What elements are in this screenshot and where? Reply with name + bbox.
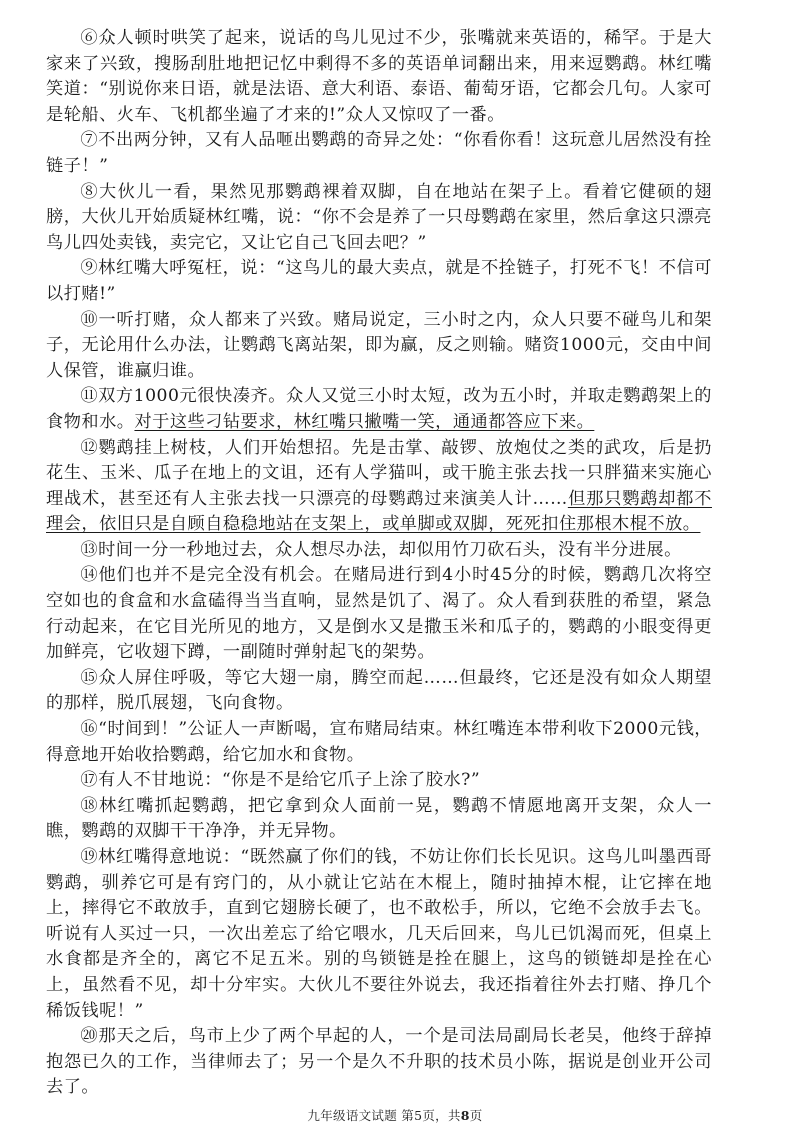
paragraph [46,538,712,564]
paragraph [46,563,712,665]
paragraph-text: ⑩一听打赌，众人都来了兴致。赌局说定，三小时之内，众人只要不碰鸟儿和架子，无论用什么办法，让鹦鹉飞离站架，即为赢，反之则输。赌资1000元，交由中间人保管，谁赢归谁。 [46,309,712,381]
paragraph-text: ⑬时间一分一秒地过去，众人想尽办法，却似用竹刀砍石头，没有半分进展。 [80,539,682,560]
paragraph [46,794,712,845]
page-footer [0,1106,790,1124]
passage-body [46,26,712,1101]
paragraph [46,128,712,179]
paragraph [46,308,712,385]
paragraph [46,768,712,794]
paragraph [46,26,712,128]
paragraph [46,256,712,307]
paragraph [46,845,712,1024]
paragraph [46,1024,712,1101]
paragraph-text: ⑪双方1000元很快凑齐。众人又觉三小时太短，改为五小时，并取走鹦鹉架上的食物和水。 [46,386,712,432]
footer-prefix: 九年级语文试题 第5页，共 [307,1108,461,1123]
paragraph [46,436,712,538]
paragraph-text: ⑭他们也并不是完全没有机会。在赌局进行到4小时45分的时候，鹦鹉几次将空空如也的食盒和水盒磕得当当直响，显然是饥了、渴了。众人看到获胜的希望，紧急行动起来，在它目光所见的地方，又是倒水又是撒玉米和瓜子的，鹦鹉的小眼变得更加鲜亮，它收翅下蹲，一副随时弹射起飞的架势。 [46,565,712,663]
paragraph-text: ⑦不出两分钟，又有人品咂出鹦鹉的奇异之处：“你看你看！这玩意儿居然没有拴链子！” [46,130,712,176]
paragraph-text: ⑯“时间到！”公证人一声断喝，宣布赌局结束。林红嘴连本带利收下2000元钱，得意地开始收拾鹦鹉，给它加水和食物。 [46,719,712,765]
paragraph-text: ⑳那天之后，鸟市上少了两个早起的人，一个是司法局副局长老吴，他终于辞掉抱怨已久的工作，当律师去了；另一个是久不升职的技术员小陈，据说是创业开公司去了。 [46,1026,712,1098]
paragraph-text: ⑨林红嘴大呼冤枉，说：“这鸟儿的最大卖点，就是不拴链子，打死不飞！不信可以打赌!” [46,258,712,304]
paragraph [46,180,712,257]
paragraph-text: ⑧大伙儿一看，果然见那鹦鹉裸着双脚，自在地站在架子上。看着它健硕的翅膀，大伙儿开始质疑林红嘴，说：“你不会是养了一只母鹦鹉在家里，然后拿这只漂亮鸟儿四处卖钱，卖完它，又让它自己飞回去吧？” [46,181,712,253]
underlined-sentence: 但那只鹦鹉却都不理会，依旧只是自顾自稳稳地站在支架上，或单脚或双脚，死死扣住那根木棍不放。 [46,488,712,535]
paragraph-text: ⑱林红嘴抓起鹦鹉，把它拿到众人面前一晃，鹦鹉不情愿地离开支架，众人一瞧，鹦鹉的双脚干干净净，并无异物。 [46,795,712,842]
paragraph-text: ⑥众人顿时哄笑了起来，说话的鸟儿见过不少，张嘴就来英语的，稀罕。于是大家来了兴致，搜肠刮肚地把记忆中剩得不多的英语单词翻出来，用来逗鹦鹉。林红嘴笑道：“别说你来日语，就是法语、意大利语、泰语、葡萄牙语，它都会几句。人家可是轮船、火车、飞机都坐遍了才来的!”众人又惊叹了一番。 [46,28,712,125]
paragraph [46,666,712,717]
paragraph-text: ⑰有人不甘地说：“你是不是给它爪子上涂了胶水?” [80,770,481,791]
paragraph [46,384,712,435]
paragraph-text: ⑲林红嘴得意地说：“既然赢了你们的钱，不妨让你们长长见识。这鸟儿叫墨西哥鹦鹉，驯养它可是有窍门的，从小就让它站在木棍上，随时抽掉木棍，让它摔在地上，摔得它不敢放手，直到它翅膀长硬了，也不敢松手，所以，它绝不会放手去飞。听说有人买过一只，一次出差忘了给它喂水，几天后回来，鸟儿已饥渴而死，但桌上水食都是齐全的，离它不足五米。别的鸟锁链是拴在腿上，这鸟的锁链却是拴在心上，虽然看不见，却十分牢实。大伙儿不要往外说去，我还指着往外去打赌、挣几个稀饭钱呢！” [46,847,712,1021]
underlined-sentence: 对于这些刁钻要求，林红嘴只撇嘴一笑，通通都答应下来。 [134,411,595,432]
paragraph-text: ⑫鹦鹉挂上树枝，人们开始想招。先是击掌、敲锣、放炮仗之类的武攻，后是扔花生、玉米、瓜子在地上的文诅，还有人学猫叫，或干脆主张去找一只胖猫来实施心理战术，甚至还有人主张去找一只漂亮的母鹦鹉过来演美人计…… [46,437,712,509]
footer-suffix: 页 [469,1108,483,1123]
footer-total-pages: 8 [460,1108,470,1123]
paragraph [46,717,712,768]
paragraph-text: ⑮众人屏住呼吸，等它大翅一扇，腾空而起……但最终，它还是没有如众人期望的那样，脱爪展翅，飞向食物。 [46,667,712,714]
